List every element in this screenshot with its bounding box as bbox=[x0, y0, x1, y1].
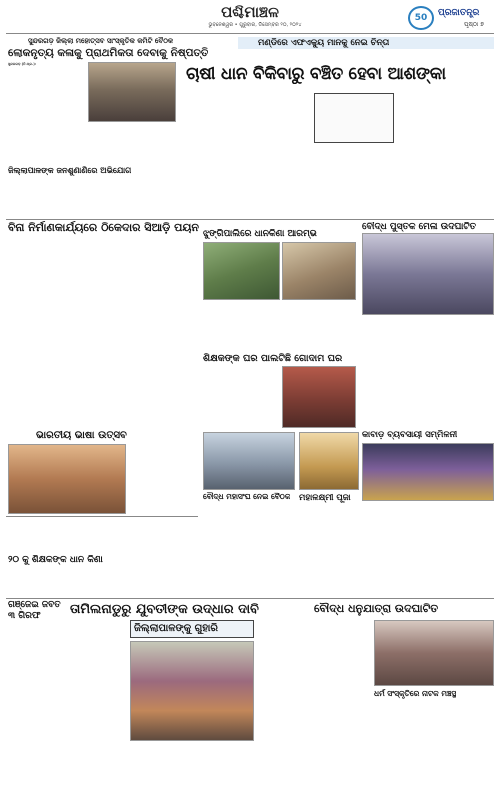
masthead-title: ପଶ୍ଚିମାଞ୍ଚଳ bbox=[221, 3, 279, 21]
eco-headline: କାବାଡ଼ ବ୍ୟବସାୟୀ ସମ୍ମିଳନୀ bbox=[362, 430, 458, 440]
middle-right-headline: ଝୁଙ୍ଗିପାଲିରେ ଧାନକିଣା ଆରମ୍ଭ bbox=[203, 229, 317, 239]
meeting-photo bbox=[88, 62, 176, 122]
lead-pullquote-box bbox=[314, 93, 394, 143]
bottom-right-sub: ଧର୍ମ ସଂସ୍କୃତିରେ ନାଟକ ମଞ୍ଚସ୍ଥ bbox=[374, 689, 457, 698]
gold-headline: ମହାଳକ୍ଷ୍ମୀ ପୂଜା bbox=[299, 493, 351, 503]
middle-left-col2 bbox=[106, 236, 198, 426]
sub-headline: ଜିଲ୍ଲାପାଳଙ୍କ ଜନଶୁଣାଣିରେ ଅଭିଯୋଗ bbox=[8, 166, 132, 175]
left-top-body: ସୁନ୍ଦରଗଡ଼ (ନି.ପ୍ର.): bbox=[8, 62, 37, 66]
left-top-body-col2 bbox=[88, 124, 176, 162]
section-rule-1 bbox=[6, 219, 494, 220]
book-fair-photo bbox=[362, 233, 494, 315]
lead-col4 bbox=[398, 92, 494, 188]
godown-photo bbox=[282, 366, 356, 428]
masthead-rule bbox=[6, 33, 494, 34]
sub-story-body bbox=[8, 176, 176, 220]
bottom-center-col2 bbox=[130, 744, 254, 782]
middle-left-col1 bbox=[8, 236, 104, 426]
meeting-photo-2 bbox=[203, 432, 295, 490]
bottom-center-col1 bbox=[70, 622, 128, 782]
lead-col2 bbox=[250, 92, 310, 188]
far-right-headline: ବୌଦ୍ଧ ପୁସ୍ତକ ମେଳା ଉଦଘାଟିତ bbox=[362, 222, 477, 232]
protest-headline: ବୌଦ୍ଧ ମହାସଂଘ ନେଇ ବୈଠକ bbox=[203, 492, 291, 501]
puja-photo bbox=[299, 432, 359, 490]
masthead-dateline: ଭୁବନେଶ୍ୱର • ଗୁରୁବାର, ଡିସେମ୍ବର ୨୦, ୨୦୨୪ bbox=[208, 22, 302, 28]
bottom-center-col3 bbox=[258, 622, 308, 782]
section-rule-2 bbox=[6, 516, 198, 517]
festival-headline: ଭାରତୀୟ ଭାଷା ଉତ୍ସବ bbox=[36, 430, 127, 441]
middle-left-headline: ବିନା ନିର୍ମାଣକାର୍ଯ୍ୟରେ ଠିକେଦାର ସିଆଡ଼ି ପୟନ bbox=[8, 221, 199, 234]
protest-body bbox=[203, 504, 295, 594]
conference-photo bbox=[362, 443, 494, 501]
bottom-center-sub: ଜିଲ୍ଲାପାଳଙ୍କୁ ଗୁହାରି bbox=[134, 623, 218, 634]
paddy-left-headline: ୨୦ କୁ ଶିକ୍ଷକଙ୍କ ଧାନ କିଣା bbox=[8, 555, 103, 565]
newspaper-logo bbox=[408, 4, 498, 32]
middle-right-body bbox=[203, 302, 356, 342]
bottom-right-col2 bbox=[374, 700, 494, 782]
festival-photo bbox=[8, 444, 126, 514]
left-top-headline: ଲୋକନୃତ୍ୟ କଳାକୁ ପ୍ରାଥମିକତା ଦେବାକୁ ନିଷ୍ପତ୍ତି bbox=[8, 47, 209, 59]
paddy-left-body bbox=[8, 568, 198, 596]
paddy-left-intro bbox=[8, 520, 198, 550]
bottom-right-col3 bbox=[314, 722, 372, 782]
brand-name: ପ୍ରଜାତନ୍ତ୍ର bbox=[438, 8, 480, 18]
section-rule-3 bbox=[6, 598, 494, 599]
bottom-center-headline: ତାମିଲନାଡୁରୁ ଯୁବତୀଙ୍କ ଉଦ୍ଧାର ଦାବି bbox=[70, 602, 259, 617]
paddy-photo-1 bbox=[203, 242, 280, 300]
left-top-kicker: ସୁନ୍ଦରଗଡ଼ ଜିଲ୍ଲା ମହୋତ୍ସବ ସାଂସ୍କୃତିକ କମିଟି ବୈଠକ bbox=[28, 37, 174, 45]
sharing-headline: ଶିକ୍ଷକଙ୍କ ଘର ପାଲଟିଛି ଗୋଦାମ ଘର bbox=[203, 353, 343, 364]
bottom-right-headline: ବୌଦ୍ଧ ଧନୁଯାତ୍ରା ଉଦଘାଟିତ bbox=[314, 602, 439, 615]
petition-photo bbox=[130, 641, 254, 741]
lead-col1 bbox=[186, 92, 246, 188]
dhanu-yatra-photo bbox=[374, 620, 494, 686]
paddy-photo-2 bbox=[282, 242, 356, 300]
bottom-left-headline: ଗଞ୍ଜେଇ ଜବତ ୩ ଗିରଫ bbox=[8, 600, 61, 621]
festival-body bbox=[128, 444, 198, 514]
lead-kicker: ମଣ୍ଡିରେ ଏଫଏକ୍ୟୁ ମାନକୁ ନେଇ ଚିନ୍ତା bbox=[258, 38, 390, 48]
gold-body bbox=[299, 506, 359, 594]
lead-headline: ଚାଷୀ ଧାନ ବିକିବାରୁ ବଞ୍ଚିତ ହେବା ଆଶଙ୍କା bbox=[186, 64, 446, 84]
bottom-left-body bbox=[8, 626, 66, 782]
book-fair-body bbox=[362, 318, 494, 428]
eco-body bbox=[362, 503, 494, 595]
page-number: ପୃଷ୍ଠା ୭ bbox=[464, 21, 484, 28]
anniversary-badge: 50 bbox=[408, 6, 434, 30]
bottom-right-col1 bbox=[314, 620, 372, 720]
sharing-body bbox=[203, 366, 279, 428]
